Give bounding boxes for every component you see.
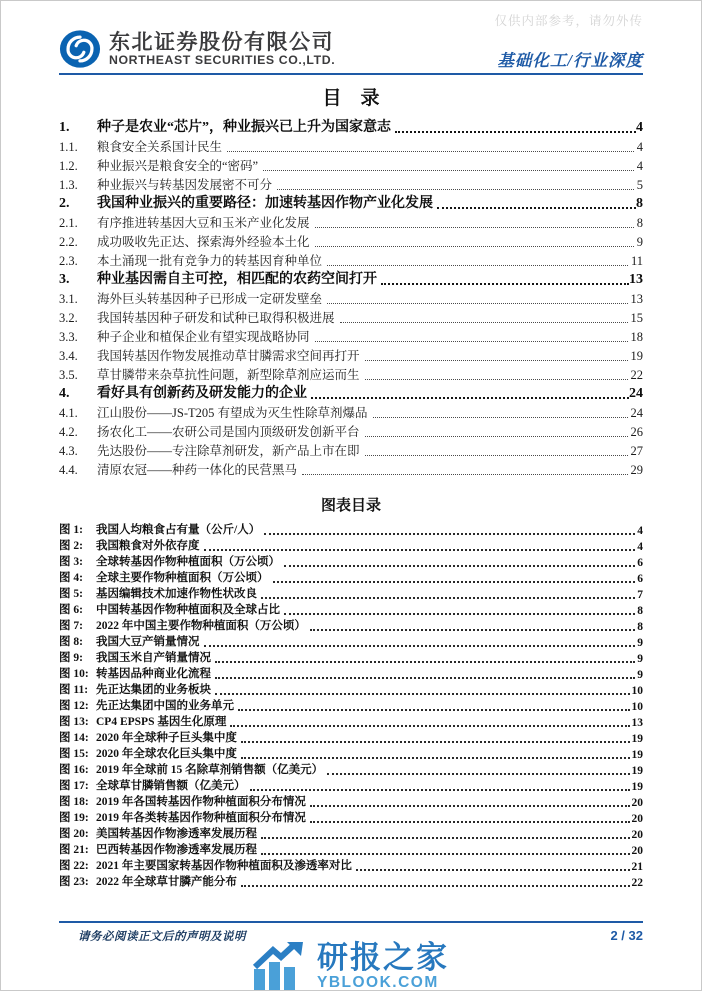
toc-entry-title: 种业振兴是粮食安全的“密码” [97, 159, 259, 173]
toc-entry-page: 4 [636, 120, 643, 135]
figure-entry[interactable] [59, 601, 643, 617]
figure-entry[interactable] [59, 585, 643, 601]
toc-entry-title: 清原农冠——种药一体化的民营黑马 [97, 463, 298, 477]
toc-entry-title: 种业振兴与转基因发展密不可分 [97, 178, 273, 192]
toc-entry-number: 2.2. [59, 235, 78, 249]
figure-entry[interactable] [59, 665, 643, 681]
toc-entry-number: 4. [59, 386, 70, 401]
toc-entry[interactable] [59, 231, 643, 250]
toc-entry-page: 4 [636, 140, 643, 154]
figure-entry-number: 图 13: [59, 716, 89, 728]
figure-entry-title: 2021 年主要国家转基因作物种植面积及渗透率对比 [96, 860, 352, 872]
yblook-watermark [253, 942, 449, 991]
figure-entry-title: 中国转基因作物种植面积及全球占比 [96, 604, 280, 616]
figure-entry-page: 19 [631, 749, 643, 761]
dotted-leader [340, 322, 628, 323]
toc-entry[interactable] [59, 326, 643, 345]
toc-entry-title: 江山股份——JS-T205 有望成为灭生性除草剂爆品 [97, 406, 368, 420]
dotted-leader [263, 170, 634, 171]
figure-entry[interactable] [59, 841, 643, 857]
toc-entry-number: 3.3. [59, 330, 78, 344]
figure-entry-number: 图 8: [59, 636, 83, 648]
figure-entry-title: 美国转基因作物渗透率发展历程 [96, 828, 257, 840]
figure-entry-page: 20 [631, 829, 643, 841]
figure-entry-page: 8 [637, 605, 643, 617]
figure-entry[interactable] [59, 777, 643, 793]
dotted-leader [315, 341, 628, 342]
dotted-leader [204, 549, 636, 551]
figure-entry-title: 巴西转基因作物渗透率发展历程 [96, 844, 257, 856]
dotted-leader [365, 360, 628, 361]
toc-entry-page: 29 [630, 463, 643, 477]
figure-entry-page: 20 [631, 797, 643, 809]
figure-entry[interactable] [59, 681, 643, 697]
toc-entry[interactable] [59, 421, 643, 440]
dotted-leader [241, 741, 630, 743]
toc-entry-number: 4.3. [59, 444, 78, 458]
toc-entry-number: 3.1. [59, 292, 78, 306]
figure-list [59, 521, 643, 889]
report-category-tag: 基础化工/行业深度 [497, 51, 643, 70]
figure-entry-title: 我国粮食对外依存度 [96, 540, 200, 552]
figure-entry-page: 22 [631, 877, 643, 889]
figure-entry-number: 图 14: [59, 732, 89, 744]
figure-entry[interactable] [59, 793, 643, 809]
toc-entry-title: 我国转基因种子研发和试种已取得积极进展 [97, 311, 335, 325]
dotted-leader [315, 227, 634, 228]
brand-block [59, 28, 335, 73]
figure-entry-page: 19 [631, 765, 643, 777]
toc-entry-title: 种子企业和植保企业有望实现战略协同 [97, 330, 310, 344]
dotted-leader [241, 757, 630, 759]
figure-entry-number: 图 5: [59, 588, 83, 600]
toc-entry[interactable] [59, 364, 643, 383]
figure-entry-number: 图 4: [59, 572, 83, 584]
yblook-chart-arrow-icon [253, 942, 307, 991]
toc-entry-title: 我国种业振兴的重要路径：加速转基因作物产业化发展 [97, 196, 433, 211]
dotted-leader [273, 581, 636, 583]
figure-entry[interactable] [59, 649, 643, 665]
toc-entry-page: 8 [636, 196, 643, 211]
dotted-leader [365, 379, 628, 380]
figure-entry[interactable] [59, 521, 643, 537]
toc-entry-number: 3. [59, 272, 70, 287]
toc-entry[interactable] [59, 250, 643, 269]
toc-entry[interactable] [59, 212, 643, 231]
dotted-leader [261, 853, 630, 855]
dotted-leader [264, 533, 635, 535]
figure-entry-page: 10 [631, 701, 643, 713]
figure-entry-number: 图 16: [59, 764, 89, 776]
dotted-leader [215, 661, 635, 663]
figure-entry-number: 图 15: [59, 748, 89, 760]
toc-entry-title: 海外巨头转基因种子已形成一定研发壁垒 [97, 292, 323, 306]
toc-entry-page: 8 [636, 216, 643, 230]
figure-entry-title: 2019 年各类转基因作物种植面积分布情况 [96, 812, 306, 824]
dotted-leader [227, 151, 634, 152]
toc-entry-page: 24 [629, 386, 643, 401]
figure-entry-title: 基因编辑技术加速作物性状改良 [96, 588, 257, 600]
figure-entry-number: 图 20: [59, 828, 89, 840]
dotted-leader [356, 869, 630, 871]
figure-entry-number: 图 22: [59, 860, 89, 872]
figure-entry[interactable] [59, 697, 643, 713]
toc-entry-page: 4 [636, 159, 643, 173]
dotted-leader [365, 455, 628, 456]
figure-entry-title: 2022 年中国主要作物种植面积（万公顷） [96, 620, 306, 632]
footer-disclaimer: 请务必阅读正文后的声明及说明 [78, 931, 246, 943]
dotted-leader [277, 189, 634, 190]
figure-entry-title: 先正达集团的业务板块 [96, 684, 211, 696]
figure-entry-title: 我国大豆产销量情况 [96, 636, 200, 648]
toc-entry-title: 粮食安全关系国计民生 [97, 140, 223, 154]
figure-entry-page: 9 [637, 669, 643, 681]
figure-entry-page: 19 [631, 781, 643, 793]
toc-title: 目 录 [322, 88, 380, 109]
toc-entry-page: 13 [630, 292, 643, 306]
toc-entry[interactable] [59, 459, 643, 478]
toc-entry[interactable] [59, 136, 643, 155]
figure-entry-page: 4 [637, 525, 643, 537]
figure-entry-number: 图 10: [59, 668, 89, 680]
dotted-leader [238, 709, 630, 711]
toc-entry[interactable] [59, 402, 643, 421]
figure-entry-title: 转基因品种商业化流程 [96, 668, 211, 680]
toc-entry-number: 4.4. [59, 463, 78, 477]
figure-entry-title: 2022 年全球草甘膦产能分布 [96, 876, 237, 888]
figure-entry-number: 图 9: [59, 652, 83, 664]
toc-entry[interactable] [59, 155, 643, 174]
company-name-block [109, 32, 335, 67]
toc-entry-title: 先达股份——专注除草剂研发，新产品上市在即 [97, 444, 360, 458]
figure-entry-title: CP4 EPSPS 基因生化原理 [96, 716, 227, 728]
toc-entry-page: 13 [629, 272, 643, 287]
figure-entry[interactable] [59, 729, 643, 745]
figure-entry-number: 图 21: [59, 844, 89, 856]
toc-entry-number: 1.1. [59, 140, 78, 154]
figure-entry-page: 20 [631, 845, 643, 857]
toc-entry-title: 我国转基因作物发展推动草甘膦需求空间再打开 [97, 349, 360, 363]
figure-entry[interactable] [59, 569, 643, 585]
figure-entry[interactable] [59, 553, 643, 569]
toc-entry-number: 2.1. [59, 216, 78, 230]
dotted-leader [310, 821, 630, 823]
figure-entry-title: 2020 年全球种子巨头集中度 [96, 732, 237, 744]
yblook-text-block [317, 942, 449, 991]
toc-entry-page: 27 [630, 444, 643, 458]
figure-entry-title: 2019 年全球前 15 名除草剂销售额（亿美元） [96, 764, 324, 776]
toc-entry-number: 3.2. [59, 311, 78, 325]
dotted-leader [284, 613, 635, 615]
toc-entry-title: 扬农化工——农研公司是国内顶级研发创新平台 [97, 425, 360, 439]
figure-entry[interactable] [59, 537, 643, 553]
toc-entry-title: 种业基因需自主可控，相匹配的农药空间打开 [97, 272, 377, 287]
dotted-leader [284, 565, 635, 567]
dotted-leader [230, 725, 629, 727]
figure-entry-number: 图 6: [59, 604, 83, 616]
toc-entry-page: 11 [630, 254, 643, 268]
toc-entry-number: 1.3. [59, 178, 78, 192]
figure-entry-page: 19 [631, 733, 643, 745]
figure-entry-page: 4 [637, 541, 643, 553]
toc-entry[interactable] [59, 117, 643, 136]
figure-entry-page: 6 [637, 557, 643, 569]
figure-entry-number: 图 23: [59, 876, 89, 888]
figure-entry[interactable] [59, 873, 643, 889]
dotted-leader [241, 885, 630, 887]
toc-entry[interactable] [59, 307, 643, 326]
toc-entry-title: 有序推进转基因大豆和玉米产业化发展 [97, 216, 310, 230]
figure-entry-number: 图 17: [59, 780, 89, 792]
figure-entry[interactable] [59, 633, 643, 649]
toc-entry-number: 2. [59, 196, 70, 211]
figure-entry-title: 我国玉米自产销量情况 [96, 652, 211, 664]
dotted-leader [215, 677, 635, 679]
dotted-leader [261, 597, 635, 599]
dotted-leader [381, 283, 629, 285]
figure-entry[interactable] [59, 745, 643, 761]
toc-entry-title: 本土涌现一批有竞争力的转基因育种单位 [97, 254, 323, 268]
toc-entry-page: 18 [630, 330, 643, 344]
figure-entry-page: 13 [631, 717, 643, 729]
figure-entry[interactable] [59, 761, 643, 777]
dotted-leader [327, 265, 628, 266]
figure-entry-number: 图 19: [59, 812, 89, 824]
figure-entry[interactable] [59, 713, 643, 729]
toc-entry-title: 草甘膦带来杂草抗性问题，新型除草剂应运而生 [97, 368, 360, 382]
dotted-leader [395, 131, 636, 133]
figure-entry-page: 9 [637, 653, 643, 665]
figure-entry-page: 6 [637, 573, 643, 585]
figure-entry-number: 图 2: [59, 540, 83, 552]
figure-entry-title: 2019 年各国转基因作物种植面积分布情况 [96, 796, 306, 808]
figure-list-title: 图表目录 [320, 498, 381, 514]
toc-entry-number: 1. [59, 120, 70, 135]
toc-entry-page: 15 [630, 311, 643, 325]
dotted-leader [373, 417, 628, 418]
figure-entry-page: 8 [637, 621, 643, 633]
page-number: 2 / 32 [610, 928, 643, 943]
company-name-en: NORTHEAST SECURITIES CO.,LTD. [109, 52, 336, 67]
toc-entry-title: 种子是农业“芯片”，种业振兴已上升为国家意志 [97, 120, 391, 135]
toc-entry-page: 19 [630, 349, 643, 363]
yblook-name-cn: 研报之家 [317, 940, 449, 975]
toc-entry-page: 5 [636, 178, 643, 192]
dotted-leader [310, 629, 635, 631]
figure-entry-number: 图 3: [59, 556, 83, 568]
figure-entry-title: 全球主要作物种植面积（万公顷） [96, 572, 269, 584]
dotted-leader [302, 474, 627, 475]
toc-entry-title: 看好具有创新药及研发能力的企业 [97, 386, 307, 401]
toc-entry-number: 4.2. [59, 425, 78, 439]
yblook-domain: YBLOOK.COM [317, 974, 439, 991]
toc-list [59, 117, 643, 478]
figure-entry-title: 全球转基因作物种植面积（万公顷） [96, 556, 280, 568]
toc-entry-number: 4.1. [59, 406, 78, 420]
figure-entry-title: 2020 年全球农化巨头集中度 [96, 748, 237, 760]
toc-entry[interactable] [59, 269, 643, 288]
toc-entry-page: 9 [636, 235, 643, 249]
figure-entry-number: 图 18: [59, 796, 89, 808]
dotted-leader [327, 773, 629, 775]
figure-entry-number: 图 1: [59, 524, 83, 536]
figure-entry[interactable] [59, 617, 643, 633]
figure-entry-page: 9 [637, 637, 643, 649]
figure-entry-number: 图 7: [59, 620, 83, 632]
figure-entry-page: 10 [631, 685, 643, 697]
toc-entry[interactable] [59, 440, 643, 459]
toc-entry[interactable] [59, 174, 643, 193]
figure-entry-title: 我国人均粮食占有量（公斤/人） [96, 524, 261, 536]
toc-entry[interactable] [59, 288, 643, 307]
dotted-leader [365, 436, 628, 437]
dotted-leader [311, 397, 629, 399]
toc-entry-number: 3.4. [59, 349, 78, 363]
dotted-leader [204, 645, 636, 647]
figure-entry-page: 7 [637, 589, 643, 601]
toc-entry[interactable] [59, 383, 643, 402]
toc-entry[interactable] [59, 193, 643, 212]
toc-entry-number: 2.3. [59, 254, 78, 268]
page-header [59, 29, 643, 75]
figure-entry[interactable] [59, 825, 643, 841]
figure-entry-page: 20 [631, 813, 643, 825]
figure-entry[interactable] [59, 809, 643, 825]
dotted-leader [215, 693, 630, 695]
figure-entry-number: 图 12: [59, 700, 89, 712]
dotted-leader [261, 837, 630, 839]
toc-entry-number: 1.2. [59, 159, 78, 173]
figure-entry-page: 21 [631, 861, 643, 873]
toc-entry-title: 成功吸收先正达、探索海外经验本土化 [97, 235, 310, 249]
figure-entry-number: 图 11: [59, 684, 89, 696]
toc-entry-page: 26 [630, 425, 643, 439]
dotted-leader [437, 207, 636, 209]
confidential-watermark: 仅供内部参考，请勿外传 [494, 14, 643, 28]
company-logo-icon [59, 28, 101, 70]
dotted-leader [310, 805, 630, 807]
dotted-leader [315, 246, 634, 247]
toc-entry-page: 22 [630, 368, 643, 382]
toc-entry-page: 24 [630, 406, 643, 420]
dotted-leader [327, 303, 627, 304]
figure-entry[interactable] [59, 857, 643, 873]
figure-entry-title: 先正达集团中国的业务单元 [96, 700, 234, 712]
toc-entry[interactable] [59, 345, 643, 364]
dotted-leader [250, 789, 630, 791]
figure-entry-title: 全球草甘膦销售额（亿美元） [96, 780, 246, 792]
toc-entry-number: 3.5. [59, 368, 78, 382]
company-name-cn: 东北证券股份有限公司 [109, 30, 334, 54]
